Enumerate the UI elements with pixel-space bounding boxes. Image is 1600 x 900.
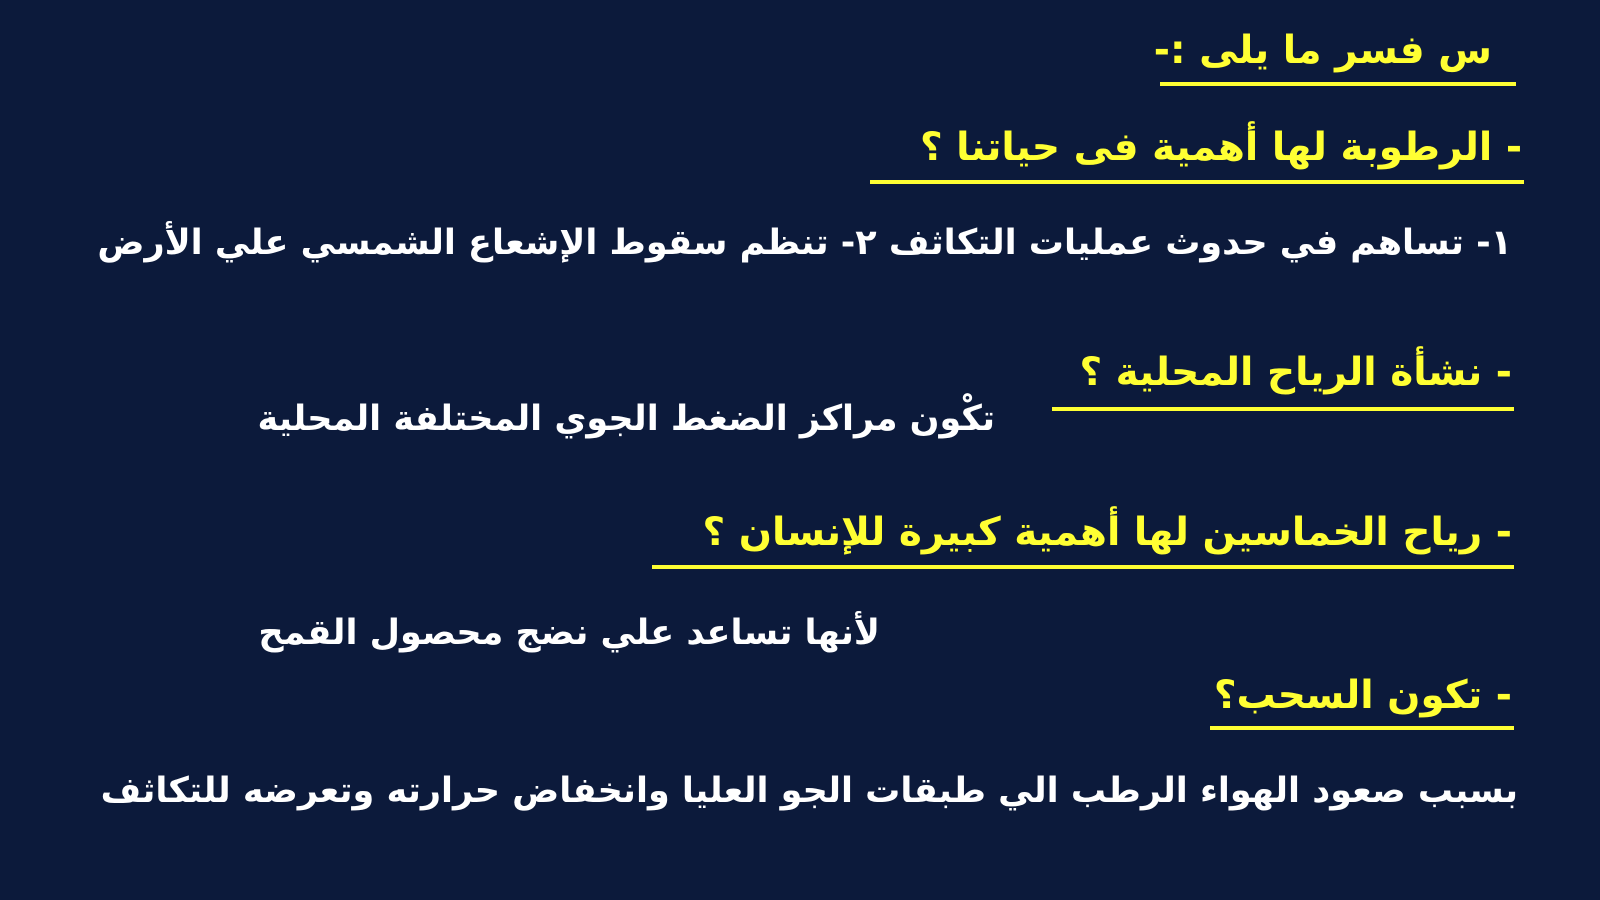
- question-1: - الرطوبة لها أهمية فى حياتنا ؟: [919, 125, 1522, 170]
- answer-2: تكْون مراكز الضغط الجوي المختلفة المحلية: [257, 399, 995, 439]
- question-3: - رياح الخماسين لها أهمية كبيرة للإنسان ؟: [702, 510, 1512, 555]
- question-4-underline: [1210, 726, 1514, 730]
- question-4: - تكون السحب؟: [1213, 673, 1512, 718]
- question-2-underline: [1052, 407, 1514, 411]
- question-3-underline: [652, 565, 1514, 569]
- slide-title: س فسر ما يلى :-: [1153, 28, 1492, 73]
- answer-3: لأنها تساعد علي نضج محصول القمح: [258, 613, 880, 653]
- title-underline: [1160, 82, 1516, 86]
- answer-4: بسبب صعود الهواء الرطب الي طبقات الجو العليا وانخفاض حرارته وتعرضه للتكاثف: [100, 771, 1518, 811]
- question-2: - نشأة الرياح المحلية ؟: [1079, 350, 1512, 395]
- question-1-underline: [870, 180, 1524, 184]
- answer-1: ١- تساهم في حدوث عمليات التكاثف ٢- تنظم سقوط الإشعاع الشمسي علي الأرض: [97, 223, 1512, 263]
